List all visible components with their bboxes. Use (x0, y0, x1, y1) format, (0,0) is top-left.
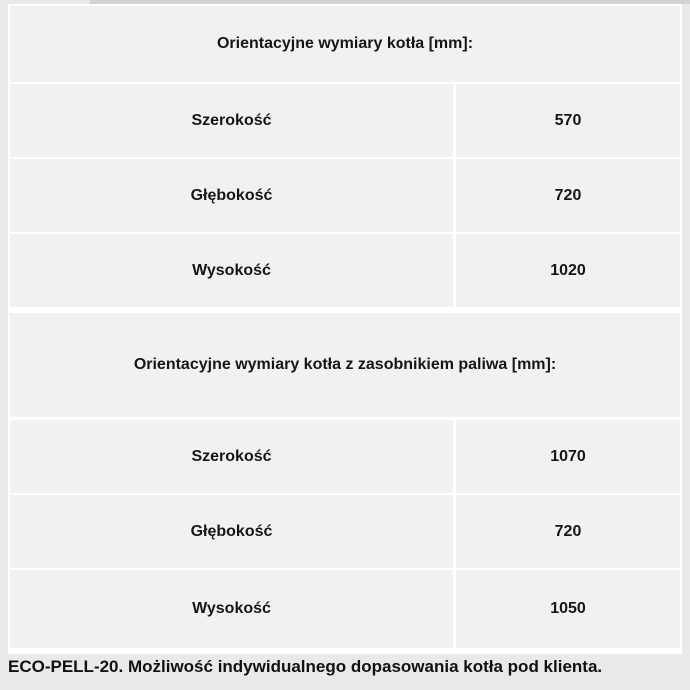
table1-title: Orientacyjne wymiary kotła [mm]: (10, 6, 680, 82)
table2-row1-value: 1070 (456, 420, 680, 493)
table1-row3-label: Wysokość (10, 234, 453, 307)
table1-row3-value: 1020 (456, 234, 680, 307)
table2-title: Orientacyjne wymiary kotła z zasobnikiem paliwa [mm]: (10, 313, 680, 417)
table1-row2-value: 720 (456, 159, 680, 232)
footer-caption: ECO-PELL-20. Możliwość indywidualnego dopasowania kotła pod klienta. (8, 657, 603, 676)
table2-row2-label: Głębokość (10, 495, 453, 568)
table1-row2-label: Głębokość (10, 159, 453, 232)
table2-row2-value: 720 (456, 495, 680, 568)
dimensions-sheet (8, 4, 682, 654)
table2-row3-value: 1050 (456, 570, 680, 648)
table2-row1-label: Szerokość (10, 420, 453, 493)
table2-row3-label: Wysokość (10, 570, 453, 648)
table1-row1-label: Szerokość (10, 84, 453, 157)
table1-row1-value: 570 (456, 84, 680, 157)
